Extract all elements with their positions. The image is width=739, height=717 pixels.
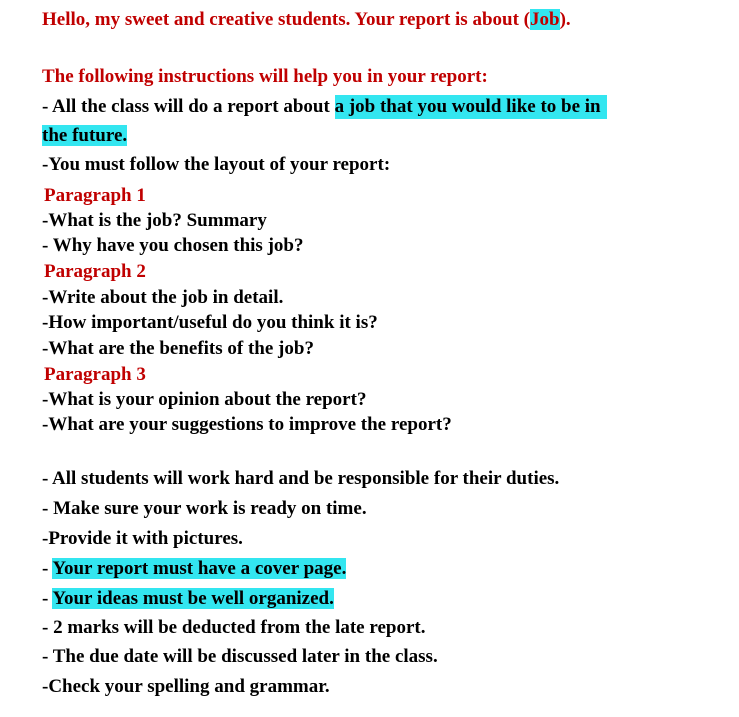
intro-highlight-1: a job that you would like to be in (335, 95, 607, 119)
paragraph-1-heading: Paragraph 1 (44, 185, 146, 206)
rule-highlight: Your ideas must be well organized. (52, 588, 334, 609)
intro-line-1 (42, 95, 607, 119)
rule-item-highlighted (42, 557, 346, 581)
rule-highlight: Your report must have a cover page. (52, 558, 347, 579)
rule-item: -Provide it with pictures. (42, 528, 243, 549)
greeting-topic: Job (530, 9, 560, 30)
rule-item: - Make sure your work is ready on time. (42, 498, 367, 519)
paragraph-2-item: -Write about the job in detail. (42, 287, 284, 308)
intro-prefix: - All the class will do a report about (42, 96, 335, 117)
paragraph-2-item: -How important/useful do you think it is? (42, 312, 378, 333)
intro-line-2 (42, 124, 127, 148)
greeting-prefix: Hello, my sweet and creative students. Your report is about ( (42, 9, 530, 30)
layout-note: -You must follow the layout of your report: (42, 154, 391, 175)
rule-prefix: - (42, 558, 53, 579)
greeting-suffix: ). (559, 9, 571, 30)
rule-item: - 2 marks will be deducted from the late report. (42, 617, 426, 638)
rule-item: -Check your spelling and grammar. (42, 676, 330, 697)
paragraph-3-heading: Paragraph 3 (44, 364, 146, 385)
paragraph-1-item: - Why have you chosen this job? (42, 235, 304, 256)
paragraph-3-item: -What is your opinion about the report? (42, 389, 367, 410)
paragraph-2-item: -What are the benefits of the job? (42, 338, 314, 359)
greeting-line (42, 8, 571, 32)
rule-item: - All students will work hard and be responsible for their duties. (42, 468, 560, 489)
instructions-heading: The following instructions will help you in your report: (42, 66, 488, 87)
paragraph-3-item: -What are your suggestions to improve the report? (42, 414, 452, 435)
rule-prefix: - (42, 588, 53, 609)
intro-highlight-2: the future. (42, 125, 128, 146)
rule-item-highlighted (42, 587, 334, 611)
paragraph-1-item: -What is the job? Summary (42, 210, 267, 231)
paragraph-2-heading: Paragraph 2 (44, 261, 146, 282)
rule-item: - The due date will be discussed later in the class. (42, 646, 438, 667)
